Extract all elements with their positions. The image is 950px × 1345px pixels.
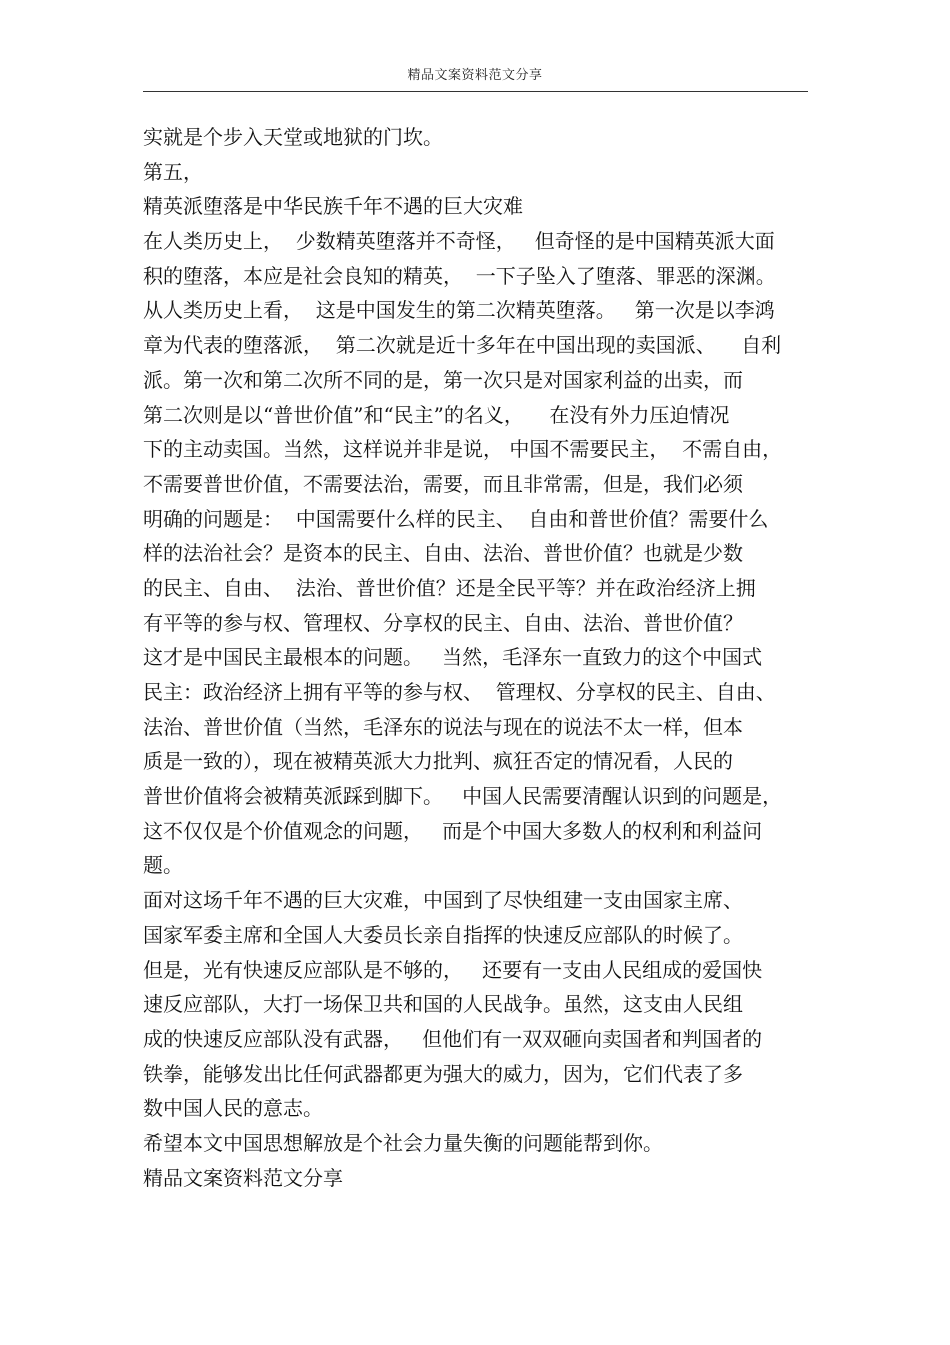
text-line: 速反应部队，大打一场保卫共和国的人民战争。虽然，这支由人民组 xyxy=(143,992,743,1017)
text-line: 第二次则是以“普世价值”和“民主”的名义， 在没有外力压迫情况 xyxy=(143,402,730,427)
text-line: 这才是中国民主最根本的问题。 当然，毛泽东一直致力的这个中国式 xyxy=(143,645,763,670)
text-line: 但是，光有快速反应部队是不够的， 还要有一支由人民组成的爱国快 xyxy=(143,957,763,982)
text-line: 不需要普世价值，不需要法治，需要，而且非常需，但是，我们必须 xyxy=(143,471,743,496)
text-line: 明确的问题是： 中国需要什么样的民主、 自由和普世价值？需要什么 xyxy=(143,506,769,531)
text-line: 实就是个步入天堂或地狱的门坎。 xyxy=(143,125,443,149)
text-line: 章为代表的堕落派， 第二次就是近十多年在中国出现的卖国派、 自利 xyxy=(143,333,782,358)
text-line: 题。 xyxy=(143,853,183,878)
footer-text: 精品文案资料范文分享 xyxy=(143,1165,343,1190)
text-line: 下的主动卖国。当然，这样说并非是说， 中国不需要民主， 不需自由， xyxy=(143,437,783,462)
text-line: 质是一致的），现在被精英派大力批判、疯狂否定的情况看，人民的 xyxy=(143,749,733,774)
text-line: 有平等的参与权、管理权、分享权的民主、自由、法治、普世价值？ xyxy=(143,610,743,635)
section-title: 精英派堕落是中华民族千年不遇的巨大灾难 xyxy=(143,194,523,219)
header-divider xyxy=(143,91,808,92)
text-line: 成的快速反应部队没有武器， 但他们有一双双砸向卖国者和判国者的 xyxy=(143,1026,763,1051)
page-header: 精品文案资料范文分享 xyxy=(407,68,543,83)
closing-line: 希望本文中国思想解放是个社会力量失衡的问题能帮到你。 xyxy=(143,1130,663,1155)
text-line: 法治、普世价值（当然，毛泽东的说法与现在的说法不太一样，但本 xyxy=(143,714,743,739)
text-line: 数中国人民的意志。 xyxy=(143,1096,323,1121)
document-body xyxy=(143,120,813,1195)
text-line: 铁拳，能够发出比任何武器都更为强大的威力，因为，它们代表了多 xyxy=(143,1061,743,1086)
text-line: 的民主、自由、 法治、普世价值？还是全民平等？并在政治经济上拥 xyxy=(143,575,756,600)
text-line: 第五， xyxy=(143,159,203,184)
text-line: 派。第一次和第二次所不同的是，第一次只是对国家利益的出卖，而 xyxy=(143,367,743,392)
text-line: 民主：政治经济上拥有平等的参与权、 管理权、分享权的民主、自由、 xyxy=(143,680,776,704)
text-line: 在人类历史上， 少数精英堕落并不奇怪， 但奇怪的是中国精英派大面 xyxy=(143,229,775,254)
text-line: 这不仅仅是个价值观念的问题， 而是个中国大多数人的权利和利益问 xyxy=(143,818,763,843)
text-line: 普世价值将会被精英派踩到脚下。 中国人民需要清醒认识到的问题是， xyxy=(143,784,783,809)
text-line: 积的堕落，本应是社会良知的精英， 一下子坠入了堕落、罪恶的深渊。 xyxy=(143,263,776,288)
text-line: 面对这场千年不遇的巨大灾难，中国到了尽快组建一支由国家主席、 xyxy=(143,888,743,913)
text-line: 国家军委主席和全国人大委员长亲自指挥的快速反应部队的时候了。 xyxy=(143,922,743,947)
text-line: 从人类历史上看， 这是中国发生的第二次精英堕落。 第一次是以李鸿 xyxy=(143,298,775,323)
text-line: 样的法治社会？是资本的民主、自由、法治、普世价值？也就是少数 xyxy=(143,541,743,566)
